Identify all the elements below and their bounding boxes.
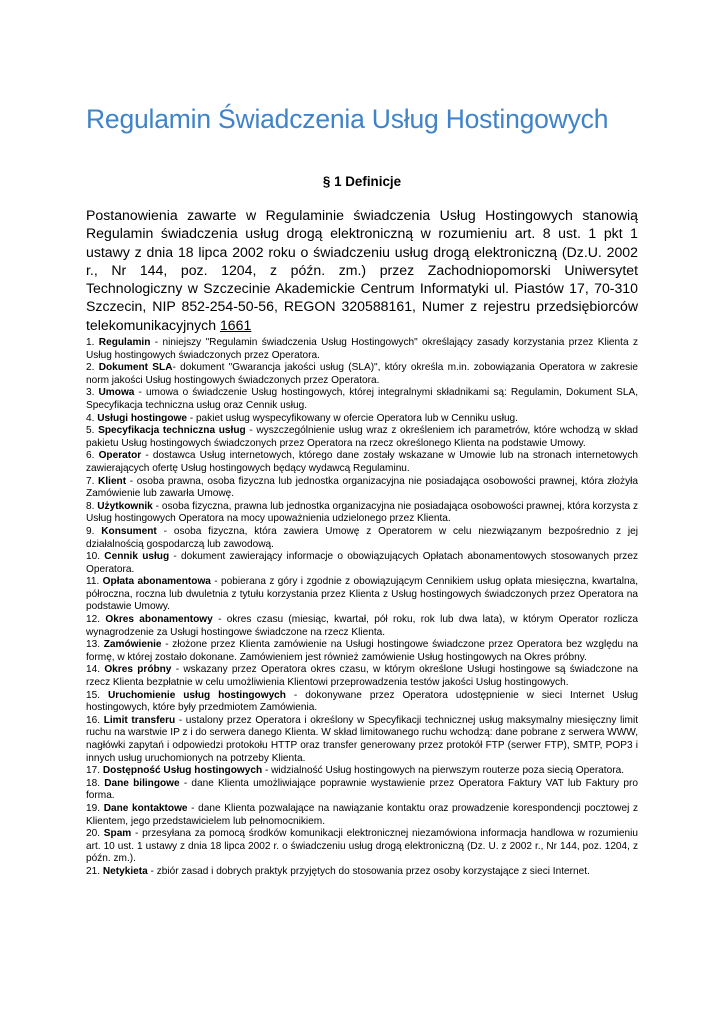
definition-item: [86, 425, 638, 450]
definition-number: 21.: [86, 865, 101, 877]
definition-text: - dane Klienta umożliwiające poprawnie wystawienie przez Operatora Faktury VAT lub Faktury pro forma.: [86, 777, 638, 802]
definition-item: [86, 551, 638, 576]
definition-term: Dane kontaktowe: [103, 802, 188, 814]
definition-item: [86, 828, 638, 866]
definition-term: Regulamin: [98, 337, 151, 348]
definition-item: [86, 576, 638, 614]
definition-term: Cennik usług: [104, 551, 170, 563]
definition-item: [86, 526, 638, 551]
definition-item: [86, 476, 638, 501]
definition-item: [86, 614, 638, 639]
definition-item: [86, 803, 638, 828]
definition-number: 20.: [86, 828, 101, 840]
definition-text: - pobierana z góry i zgodnie z obowiązującym Cennikiem usług opłata miesięczna, kwartalna, półroczna, roczna lub dwuletnia z tytułu korzystania przez Klienta z Usług hostingowych świadczonych przez Operatora na podstawie Umowy.: [86, 576, 638, 613]
definition-term: Limit transferu: [103, 714, 176, 726]
definition-text: - złożone przez Klienta zamówienie na Usługi hostingowe świadczone przez Operatora bez względu na formę, w której zostało dokonane. Zamówieniem jest również zamówienie Usług hostingowych na Okres próbny.: [86, 639, 638, 663]
definition-number: 18.: [86, 777, 101, 789]
definition-number: 17.: [86, 765, 101, 777]
definition-number: 19.: [86, 802, 101, 814]
definition-term: Umowa: [98, 387, 135, 399]
definition-text: - osoba fizyczna, prawna lub jednostka organizacyjna nie posiadająca osobowości prawnej, która korzysta z Usług hostingowych Operatora na mocy upoważnienia udzielonego przez Klienta.: [86, 500, 638, 525]
definition-term: Specyfikacja techniczna usług: [98, 425, 246, 437]
definition-text: - osoba fizyczna, która zawiera Umowę z Operatorem w celu niezwiązanym bezpośrednio z jej działalnością gospodarczą lub zawodową.: [86, 525, 638, 550]
definition-term: Opłata abonamentowa: [102, 576, 211, 588]
definition-number: 5.: [86, 425, 95, 437]
definition-text: - wskazany przez Operatora okres czasu, w którym określone Usługi hostingowe są świadczone na rzecz Klienta bezpłatnie w celu umożliwienia Klientowi przeprowadzenia testów jakości Usług hostingowych.: [86, 664, 638, 689]
definition-number: 7.: [86, 475, 95, 487]
definition-term: Dane bilingowe: [104, 777, 180, 789]
intro-text: Postanowienia zawarte w Regulaminie świadczenia Usług Hostingowych stanowią Regulamin świadczenia usług drogą elektroniczną w rozumieniu art. 8 ust. 1 pkt 1 ustawy z dnia 18 lipca 2002 roku o świadczeniu usług drogą elektroniczną (Dz.U. 2002 r., Nr 144, poz. 1204, z późn. zm.) przez Zachodniopomorski Uniwersytet Technologiczny w Szczecinie Akademickie Centrum Informatyki ul. Piastów 17, 70-310 Szczecin, NIP 852-254-50-56, REGON 320588161, Numer z rejestru przedsiębiorców telekomunikacyjnych: [86, 207, 638, 333]
definition-term: Dokument SLA: [98, 362, 173, 374]
definition-number: 8.: [86, 500, 95, 512]
definition-item: [86, 450, 638, 475]
definition-item: [86, 639, 638, 664]
definition-item: [86, 413, 638, 426]
definition-term: Spam: [103, 828, 132, 840]
definition-text: - zbiór zasad i dobrych praktyk przyjętych do stosowania przez osoby korzystające z sieci Internet.: [147, 865, 590, 877]
definition-number: 10.: [86, 551, 101, 563]
definition-term: Użytkownik: [97, 500, 153, 512]
definition-text: - okres czasu (miesiąc, kwartał, pół roku, rok lub dwa lata), w którym Operator rozlicza wynagrodzenie za Usługi hostingowe świadczone na rzecz Klienta.: [86, 614, 638, 638]
definition-term: Uruchomienie usług hostingowych: [108, 689, 286, 701]
definition-text: - ustalony przez Operatora i określony w Specyfikacji technicznej usług maksymalny miesięczny limit ruchu na warstwie IP z i do serwera danego Klienta. W skład limitowanego ruchu wchodzą: dane pobrane z serwera WWW, nagłówki zapytań i odpowiedzi protokołu HTTP oraz transfer generowany przez protokół FTP (serwer FTP), SMTP, POP3 i innych usług uruchomionych na potrzeby Klienta.: [86, 714, 639, 764]
definition-item: [86, 501, 638, 526]
intro-paragraph: [86, 206, 638, 334]
definition-number: 14.: [86, 664, 101, 676]
definition-number: 12.: [86, 614, 101, 626]
definition-term: Dostępność Usług hostingowych: [102, 765, 263, 777]
definition-text: - niniejszy "Regulamin świadczenia Usług Hostingowych" określający zasady korzystania przez Klienta z Usług hostingowych świadczonych przez Operatora.: [86, 337, 638, 361]
definition-number: 3.: [86, 387, 95, 399]
definition-text: - osoba prawna, osoba fizyczna lub jednostka organizacyjna nie posiadająca osobowości prawnej, która złożyła Zamówienie lub zawarła Umowę.: [86, 475, 638, 500]
definition-term: Zamówienie: [103, 639, 162, 651]
definition-term: Klient: [98, 475, 127, 487]
definition-text: - pakiet usług wyspecyfikowany w ofercie Operatora lub w Cenniku usług.: [186, 412, 518, 424]
definition-number: 16.: [86, 714, 101, 726]
section-heading: § 1 Definicje: [322, 174, 402, 189]
definition-number: 6.: [86, 450, 95, 462]
definition-text: - dokument zawierający informacje o obowiązujących Opłatach abonamentowych stosowanych przez Operatora.: [86, 551, 638, 575]
definition-item: [86, 715, 638, 765]
definition-number: 11.: [86, 576, 100, 588]
definition-text: - dostawca Usług internetowych, którego dane zostały wskazane w Umowie lub na stronach internetowych zawierających ofertę Usług hostingowych będący wydawcą Regulaminu.: [86, 450, 638, 474]
definition-text: - przesyłana za pomocą środków komunikacji elektronicznej niezamówiona informacja handlowa w rozumieniu art. 10 ust. 1 ustawy z dnia 18 lipca 2002 r. o świadczeniu usług drogą elektroniczną (Dz. U. z 2002 r., Nr 144, poz. 1204, z późn. zm.).: [86, 828, 638, 865]
definition-number: 4.: [86, 412, 95, 424]
definition-term: Usługi hostingowe: [97, 412, 187, 424]
definition-number: 2.: [86, 362, 95, 374]
definition-term: Okres abonamentowy: [105, 614, 213, 626]
registry-number: 1661: [219, 316, 252, 333]
definition-item: [86, 778, 638, 803]
definition-text: - wyszczególnienie usług wraz z określeniem ich parametrów, które wchodzą w skład pakietu Usług hostingowych świadczonych przez Operatora na rzecz określonego Klienta na podstawie Umowy.: [86, 425, 638, 449]
definition-text: - dane Klienta pozwalające na nawiązanie kontaktu oraz prowadzenie korespondencji pocztowej z Klientem, jego przedstawicielem lub pełnomocnikiem.: [86, 802, 639, 827]
definition-item: [86, 362, 638, 387]
definition-item: [86, 664, 638, 689]
definition-number: 9.: [86, 525, 95, 537]
definition-term: Netykieta: [102, 865, 148, 877]
definition-text: - dokument "Gwarancja jakości usług (SLA)", który określa m.in. zobowiązania Operatora w zakresie norm jakości Usług hostingowych świadczonych przez Operatora.: [86, 362, 638, 386]
definitions-list: [86, 337, 638, 879]
definition-item: [86, 337, 638, 362]
definition-item: [86, 866, 638, 879]
definition-item: [86, 765, 638, 778]
definition-number: 15.: [86, 689, 101, 701]
document-title: Regulamin Świadczenia Usług Hostingowych: [86, 104, 609, 134]
definition-number: 13.: [86, 639, 101, 651]
definition-text: - umowa o świadczenie Usług hostingowych, której integralnymi składnikami są: Regulamin, Dokument SLA, Specyfikacja techniczna usług oraz Cennik usług.: [86, 387, 638, 411]
definition-term: Konsument: [101, 525, 157, 537]
definition-number: 1.: [86, 337, 95, 348]
definition-item: [86, 690, 638, 715]
definition-text: - dokonywane przez Operatora udostępnienie w sieci Internet Usług hostingowych, które były przedmiotem Zamówienia.: [86, 689, 638, 714]
definition-term: Okres próbny: [104, 664, 172, 676]
definition-item: [86, 387, 638, 412]
definition-term: Operator: [98, 450, 142, 462]
definition-text: - widzialność Usług hostingowych na pierwszym routerze poza siecią Operatora.: [262, 765, 624, 777]
